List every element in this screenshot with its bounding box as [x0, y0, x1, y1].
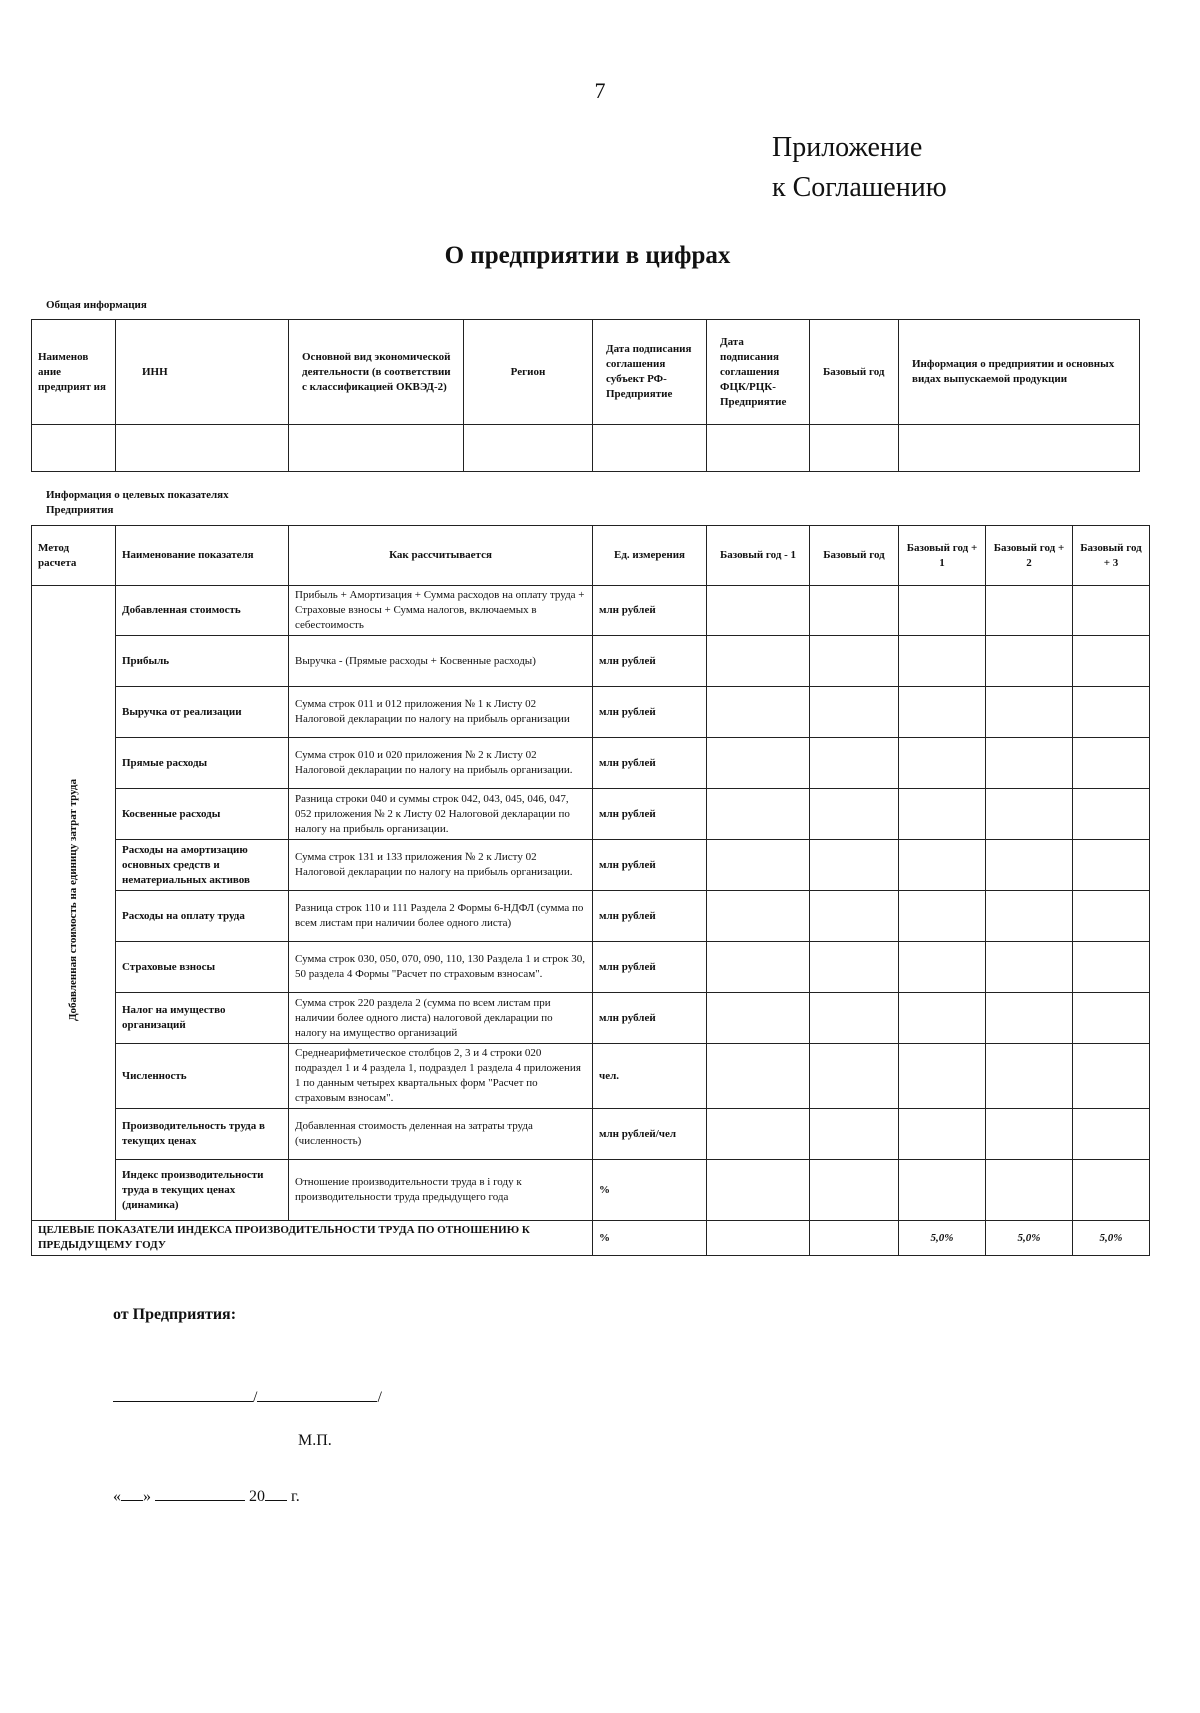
indicator-row	[32, 840, 1150, 891]
indicator-value-cell[interactable]	[1073, 942, 1150, 993]
col-base-plus-1: Базовый год + 1	[899, 526, 986, 586]
indicator-formula: Разница строк 110 и 111 Раздела 2 Формы 6-НДФЛ (сумма по всем листам при наличии более одного листа)	[289, 891, 593, 942]
indicator-value-cell[interactable]	[986, 586, 1073, 636]
indicator-value-cell[interactable]	[986, 891, 1073, 942]
indicator-formula: Выручка - (Прямые расходы + Косвенные расходы)	[289, 636, 593, 687]
indicator-value-cell[interactable]	[899, 687, 986, 738]
target-value-plus-2: 5,0%	[986, 1221, 1073, 1256]
from-enterprise-label: от Предприятия:	[113, 1306, 237, 1323]
indicator-unit: млн рублей	[593, 586, 707, 636]
indicator-value-cell[interactable]	[899, 586, 986, 636]
indicator-formula: Добавленная стоимость деленная на затраты труда (численность)	[289, 1109, 593, 1160]
indicator-unit: млн рублей	[593, 789, 707, 840]
target-unit: %	[593, 1221, 707, 1256]
indicator-row	[32, 1044, 1150, 1109]
indicator-row	[32, 993, 1150, 1044]
indicator-value-cell[interactable]	[707, 1109, 810, 1160]
indicator-value-cell[interactable]	[986, 636, 1073, 687]
year-field[interactable]	[265, 1484, 287, 1501]
cell-date-subject[interactable]	[593, 425, 707, 472]
indicator-value-cell[interactable]	[707, 1044, 810, 1109]
cell-region[interactable]	[464, 425, 593, 472]
indicator-row	[32, 1109, 1150, 1160]
general-header-row	[32, 320, 1140, 425]
indicator-formula: Сумма строк 131 и 133 приложения № 2 к Листу 02 Налоговой декларации по налогу на прибыль организации.	[289, 840, 593, 891]
indicator-name: Выручка от реализации	[116, 687, 289, 738]
col-unit: Ед. измерения	[593, 526, 707, 586]
signature-field[interactable]	[113, 1385, 253, 1402]
indicator-value-cell[interactable]	[810, 636, 899, 687]
indicator-row	[32, 1160, 1150, 1221]
year-suffix: г.	[291, 1488, 300, 1505]
indicator-value-cell[interactable]	[810, 840, 899, 891]
general-info-table	[31, 319, 1140, 472]
indicator-value-cell[interactable]	[810, 993, 899, 1044]
indicator-name: Налог на имущество организаций	[116, 993, 289, 1044]
method-label: Добавленная стоимость на единицу затрат труда	[67, 779, 79, 1022]
indicator-formula: Сумма строк 011 и 012 приложения № 1 к Листу 02 Налоговой декларации по налогу на прибыль организации	[289, 687, 593, 738]
indicator-value-cell[interactable]	[810, 1109, 899, 1160]
indicator-unit: млн рублей	[593, 687, 707, 738]
indicators-header-row	[32, 526, 1150, 586]
indicator-value-cell[interactable]	[1073, 993, 1150, 1044]
indicator-name: Страховые взносы	[116, 942, 289, 993]
indicator-row	[32, 738, 1150, 789]
date-line	[113, 1484, 300, 1506]
target-base[interactable]	[810, 1221, 899, 1256]
indicator-value-cell[interactable]	[986, 687, 1073, 738]
col-indicator-name: Наименование показателя	[116, 526, 289, 586]
indicator-formula: Разница строки 040 и суммы строк 042, 043, 045, 046, 047, 052 приложения № 2 к Листу 02 Налоговой декларации по налогу на прибыль организации.	[289, 789, 593, 840]
indicator-value-cell[interactable]	[1073, 586, 1150, 636]
col-date-fck: Дата подписания соглашения ФЦК/РЦК-Предприятие	[707, 320, 810, 425]
indicator-unit: млн рублей	[593, 738, 707, 789]
indicator-name: Расходы на амортизацию основных средств и нематериальных активов	[116, 840, 289, 891]
indicator-value-cell[interactable]	[899, 1160, 986, 1221]
indicator-value-cell[interactable]	[810, 891, 899, 942]
indicator-formula: Сумма строк 010 и 020 приложения № 2 к Листу 02 Налоговой декларации по налогу на прибыль организации.	[289, 738, 593, 789]
indicator-value-cell[interactable]	[707, 891, 810, 942]
col-inn: ИНН	[116, 320, 289, 425]
indicator-value-cell[interactable]	[899, 1044, 986, 1109]
indicator-value-cell[interactable]	[986, 789, 1073, 840]
target-label: ЦЕЛЕВЫЕ ПОКАЗАТЕЛИ ИНДЕКСА ПРОИЗВОДИТЕЛЬНОСТИ ТРУДА ПО ОТНОШЕНИЮ К ПРЕДЫДУЩЕМУ ГОДУ	[32, 1221, 593, 1256]
indicator-row	[32, 789, 1150, 840]
signature-line	[113, 1385, 382, 1407]
indicator-value-cell[interactable]	[899, 1109, 986, 1160]
col-okved: Основной вид экономической деятельности (в соответствии с классификацией ОКВЭД-2)	[289, 320, 464, 425]
indicators-body	[32, 586, 1150, 1221]
col-info: Информация о предприятии и основных видах выпускаемой продукции	[899, 320, 1140, 425]
indicator-value-cell[interactable]	[707, 993, 810, 1044]
indicator-value-cell[interactable]	[986, 840, 1073, 891]
indicator-row	[32, 891, 1150, 942]
indicator-unit: млн рублей	[593, 840, 707, 891]
col-method: Метод расчета	[32, 526, 116, 586]
indicator-name: Индекс производительности труда в текущих ценах (динамика)	[116, 1160, 289, 1221]
indicator-value-cell[interactable]	[707, 942, 810, 993]
indicator-value-cell[interactable]	[986, 1160, 1073, 1221]
indicator-unit: %	[593, 1160, 707, 1221]
page-number: 7	[594, 78, 606, 103]
indicator-value-cell[interactable]	[810, 942, 899, 993]
target-value-plus-1: 5,0%	[899, 1221, 986, 1256]
general-info-caption: Общая информация	[46, 299, 147, 311]
indicator-value-cell[interactable]	[986, 1109, 1073, 1160]
indicator-name: Косвенные расходы	[116, 789, 289, 840]
indicator-value-cell[interactable]	[810, 738, 899, 789]
indicator-value-cell[interactable]	[810, 1160, 899, 1221]
cell-name[interactable]	[32, 425, 116, 472]
year-prefix: 20	[249, 1488, 265, 1505]
indicator-value-cell[interactable]	[986, 942, 1073, 993]
indicator-value-cell[interactable]	[899, 891, 986, 942]
col-base-plus-3: Базовый год + 3	[1073, 526, 1150, 586]
indicator-value-cell[interactable]	[707, 840, 810, 891]
indicator-unit: млн рублей	[593, 942, 707, 993]
target-row	[32, 1221, 1150, 1256]
indicator-value-cell[interactable]	[1073, 840, 1150, 891]
indicator-value-cell[interactable]	[899, 738, 986, 789]
col-base-minus-1: Базовый год - 1	[707, 526, 810, 586]
indicator-value-cell[interactable]	[986, 993, 1073, 1044]
indicator-name: Добавленная стоимость	[116, 586, 289, 636]
indicator-value-cell[interactable]	[810, 1044, 899, 1109]
indicator-value-cell[interactable]	[707, 789, 810, 840]
indicator-formula: Прибыль + Амортизация + Сумма расходов на оплату труда + Страховые взносы + Сумма налогов, включаемых в себестоимость	[289, 586, 593, 636]
indicator-value-cell[interactable]	[1073, 738, 1150, 789]
indicator-value-cell[interactable]	[1073, 789, 1150, 840]
appendix-label	[772, 128, 947, 208]
indicator-formula: Отношение производительности труда в i году к производительности труда предыдущего года	[289, 1160, 593, 1221]
indicator-value-cell[interactable]	[899, 789, 986, 840]
col-region: Регион	[464, 320, 593, 425]
signature-slash-2: /	[377, 1389, 382, 1406]
target-base-minus-1[interactable]	[707, 1221, 810, 1256]
indicator-row	[32, 687, 1150, 738]
indicator-value-cell[interactable]	[899, 942, 986, 993]
indicator-formula: Сумма строк 030, 050, 070, 090, 110, 130 Раздела 1 и строк 30, 50 раздела 4 Формы "Расчет по страховым взносам".	[289, 942, 593, 993]
indicator-unit: млн рублей	[593, 993, 707, 1044]
indicator-value-cell[interactable]	[810, 687, 899, 738]
indicator-formula: Среднеарифметическое столбцов 2, 3 и 4 строки 020 подраздел 1 и 4 раздела 1, подраздел 1 раздела 4 приложения 1 по данным четырех квартальных форм "Расчет по страховым взносам".	[289, 1044, 593, 1109]
day-field[interactable]	[121, 1484, 143, 1501]
indicator-value-cell[interactable]	[707, 586, 810, 636]
indicator-value-cell[interactable]	[986, 738, 1073, 789]
indicator-name: Численность	[116, 1044, 289, 1109]
indicator-unit: чел.	[593, 1044, 707, 1109]
stamp-label: М.П.	[298, 1432, 332, 1449]
indicator-value-cell[interactable]	[707, 687, 810, 738]
indicators-table	[31, 525, 1150, 1256]
indicator-row	[32, 942, 1150, 993]
col-date-subject: Дата подписания соглашения субъект РФ-Предприятие	[593, 320, 707, 425]
indicator-value-cell[interactable]	[707, 636, 810, 687]
indicator-unit: млн рублей/чел	[593, 1109, 707, 1160]
indicator-name: Расходы на оплату труда	[116, 891, 289, 942]
cell-date-fck[interactable]	[707, 425, 810, 472]
cell-okved[interactable]	[289, 425, 464, 472]
indicator-name: Прибыль	[116, 636, 289, 687]
indicator-name: Производительность труда в текущих ценах	[116, 1109, 289, 1160]
appendix-line-2: к Соглашению	[772, 172, 947, 203]
col-formula: Как рассчитывается	[289, 526, 593, 586]
page-title: О предприятии в цифрах	[444, 242, 731, 269]
indicator-value-cell[interactable]	[1073, 1044, 1150, 1109]
date-quote-open: «	[113, 1488, 121, 1505]
indicator-value-cell[interactable]	[1073, 1160, 1150, 1221]
indicators-caption: Информация о целевых показателях Предприятия	[46, 489, 229, 516]
indicator-name: Прямые расходы	[116, 738, 289, 789]
col-base: Базовый год	[810, 526, 899, 586]
indicator-row	[32, 636, 1150, 687]
col-base-year: Базовый год	[810, 320, 899, 425]
indicator-value-cell[interactable]	[1073, 891, 1150, 942]
col-name: Наименов ание предприят ия	[32, 320, 116, 425]
cell-base-year[interactable]	[810, 425, 899, 472]
month-field[interactable]	[155, 1484, 245, 1501]
indicator-formula: Сумма строк 220 раздела 2 (сумма по всем листам при наличии более одного листа) налоговой декларации по налогу на имущество организаций	[289, 993, 593, 1044]
indicator-value-cell[interactable]	[899, 993, 986, 1044]
date-quote-close: »	[143, 1488, 151, 1505]
general-data-row	[32, 425, 1140, 472]
indicator-value-cell[interactable]	[899, 840, 986, 891]
indicator-row	[32, 586, 1150, 636]
method-cell	[32, 586, 116, 1221]
indicator-value-cell[interactable]	[899, 636, 986, 687]
appendix-line-1: Приложение	[772, 132, 923, 163]
indicator-unit: млн рублей	[593, 636, 707, 687]
target-value-plus-3: 5,0%	[1073, 1221, 1150, 1256]
indicator-unit: млн рублей	[593, 891, 707, 942]
indicator-value-cell[interactable]	[810, 789, 899, 840]
indicator-value-cell[interactable]	[1073, 636, 1150, 687]
signature-slash-1: /	[253, 1389, 258, 1406]
indicator-value-cell[interactable]	[1073, 687, 1150, 738]
col-base-plus-2: Базовый год + 2	[986, 526, 1073, 586]
indicator-value-cell[interactable]	[986, 1044, 1073, 1109]
indicator-value-cell[interactable]	[707, 1160, 810, 1221]
indicator-value-cell[interactable]	[1073, 1109, 1150, 1160]
cell-info[interactable]	[899, 425, 1140, 472]
indicator-value-cell[interactable]	[810, 586, 899, 636]
indicator-value-cell[interactable]	[707, 738, 810, 789]
cell-inn[interactable]	[116, 425, 289, 472]
name-field[interactable]	[257, 1385, 377, 1402]
